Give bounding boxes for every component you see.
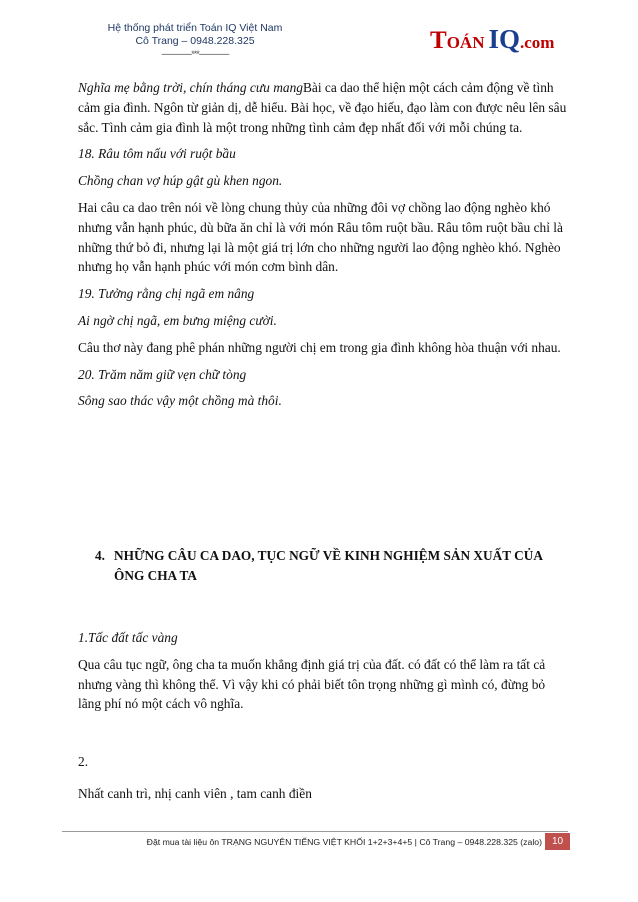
page-number-badge: 10	[545, 833, 570, 850]
paragraph-1-text: Bài ca dao thể hiện một cách cảm động về tình cảm gia đình. Ngôn từ giản dị, dễ hiểu. Bài học, về đạo hiếu, đạo làm con được nêu lên sâu sắc. Tình cảm gia đình là một trong những tình cảm đẹp nhất đối với mỗi chúng ta.	[78, 80, 567, 135]
header-info	[90, 22, 300, 61]
item-1-text: Qua câu tục ngữ, ông cha ta muốn khẳng định giá trị của đất. có đất có thể làm ra tất cả nhưng vàng thì không thể. Vì vậy khi có phải biết tôn trọng những gì mình có, đừng bỏ lãng phí nó một cách vô nghĩa.	[78, 656, 546, 712]
toan-iq-logo	[430, 24, 554, 55]
section-4-content	[78, 628, 568, 804]
header-contact: Cô Trang – 0948.228.325	[135, 35, 255, 47]
section-4-number: 4.	[95, 548, 105, 563]
item-1-heading: 1.Tấc đất tấc vàng	[78, 630, 178, 645]
paragraph-1	[78, 78, 568, 137]
item-2-verse: Nhất canh trì, nhị canh viên , tam canh điền	[78, 785, 312, 801]
footer-text: Đặt mua tài liệu ôn TRẠNG NGUYÊN TIẾNG VIỆT KHỐI 1+2+3+4+5 | Cô Trang – 0948.228.325 (zalo)	[146, 837, 542, 847]
logo-part-1: T	[430, 27, 447, 54]
item-19-heading: 19. Tưởng rằng chị ngã em nâng	[78, 286, 255, 302]
header-org: Hệ thống phát triển Toán IQ Việt Nam	[107, 22, 283, 34]
item-19-verse: Ai ngờ chị ngã, em bưng miệng cười.	[78, 312, 277, 328]
body-content	[78, 78, 568, 411]
item-19-text: Câu thơ này đang phê phán những người chị em trong gia đình không hòa thuận với nhau.	[78, 339, 561, 355]
item-18-heading: 18. Râu tôm nấu với ruột bầu	[78, 146, 236, 162]
item-18-text: Hai câu ca dao trên nói về lòng chung thủy của những đôi vợ chồng lao động nghèo khó nhưng vẫn hạnh phúc, dù bữa ăn chỉ là với món Râu tôm ruột bầu. Râu tôm ruột bầu chỉ là những thứ bỏ đi, nhưng lại là một giá trị lớn cho những người lao động nghèo khó. Nghèo nhưng họ vẫn hạnh phúc với món cơm bình dân.	[78, 199, 563, 275]
verse-quote: Nghĩa mẹ bằng trời, chín tháng cưu mang	[78, 80, 303, 95]
section-4-title: NHỮNG CÂU CA DAO, TỤC NGỮ VỀ KINH NGHIỆM SẢN XUẤT CỦA ÔNG CHA TA	[114, 548, 543, 583]
item-20-verse: Sông sao thác vậy một chồng mà thôi.	[78, 393, 282, 409]
item-20-heading: 20. Trăm năm giữ vẹn chữ tòng	[78, 366, 247, 382]
logo-part-3: IQ	[488, 24, 520, 54]
item-2-heading: 2.	[78, 754, 89, 770]
header-divider: ---------------***---------------	[161, 49, 229, 59]
section-4-heading	[95, 546, 565, 586]
logo-part-2: OÁN	[446, 33, 485, 52]
footer-divider	[62, 831, 568, 832]
item-18-verse: Chồng chan vợ húp gật gù khen ngon.	[78, 173, 283, 189]
logo-part-4: .com	[519, 33, 555, 52]
